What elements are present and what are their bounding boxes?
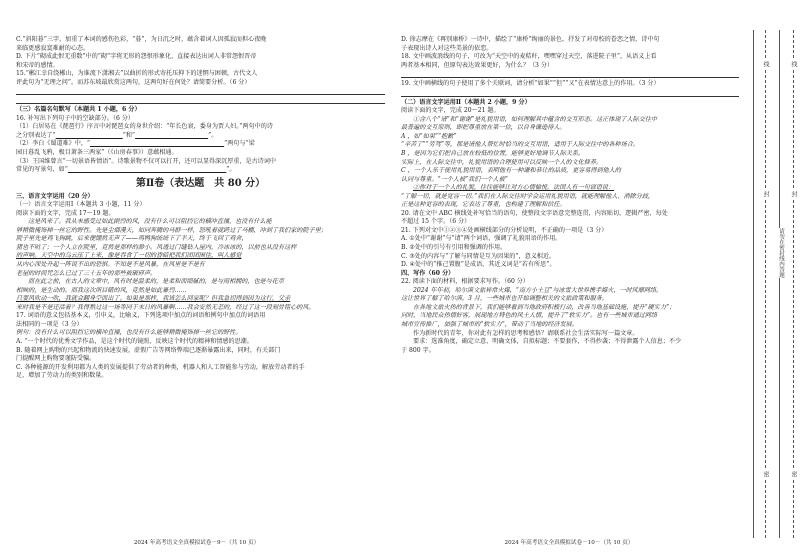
text-line: 于 800 字。 bbox=[401, 346, 435, 354]
section-heading: 三、语言文字运用（20 分） bbox=[16, 192, 94, 200]
writing-requirements: 要求：选准角度，确定立意，明确文体，自拟标题；不要套作，不得抄袭；不得泄露个人信息；不少 bbox=[413, 338, 682, 346]
passage-line: 只要风吹动一吹，我就会翻身空而出了。如果是那样，我该怎么回家呢？但我急切得到因为这行，父亲 bbox=[16, 295, 291, 303]
page-footer: 2024 年高考语文全真模拟试卷－9－（共 10 页） bbox=[133, 540, 260, 546]
seal-line-label: 线 bbox=[790, 61, 797, 67]
option-a[interactable]: A. ①处中“谢谢”与“请”两个词语，强调了礼貌用语的作用。 bbox=[401, 235, 562, 243]
passage-line: 这是风来了。我从未感受过如此剧烈的风，没有什么可以阻挡它的横冲直撞，也没有什么能 bbox=[28, 218, 272, 226]
text-line: 子表现出诗人对这些美景的依恋。 bbox=[401, 44, 493, 52]
material-line: 同时，当地民众热情好客，展现地方特色的风土人情，提升了“软实力”。也有一些城市通过网络 bbox=[401, 312, 658, 320]
option-d[interactable]: D. 徐志摩在《再别康桥》一诗中，描绘了“康桥”绚丽的景色，抒发了对母校的眷恋之情，诗中句 bbox=[401, 36, 660, 43]
answer-line[interactable] bbox=[16, 88, 385, 95]
blank-sep: ”两句与“梁 bbox=[224, 140, 255, 148]
text-line: （3）王国维曾言“一切景语皆情语”。诗歌景物不仅可以打开，还可以显得深沉厚重，是古诗词中 bbox=[16, 157, 276, 165]
passage-line: 最普遍的交互原则，即把尊重放在第一位，以自身谦逊待人。 bbox=[401, 124, 566, 132]
passage-line: ②你对于一个人的礼貌，往往能够让对方心情愉悦。法国人有一句谚语说： bbox=[413, 184, 615, 192]
question-19: 19. 文中画横线的句子使用了多个关联词，请分析“如果”“但”“又”在表情达意上的作用。（3 分） bbox=[401, 80, 660, 88]
text-line: 来临更感寂寞难耐的心态。 bbox=[16, 44, 90, 52]
subsection-heading: （一）语言文字运用Ⅰ（本题共 3 小题，11 分） bbox=[16, 201, 146, 209]
passage-line: 而在此之前，在古人的文章中，风有时是温柔的，是柔和而细腻的，是与雨相拥的，也是与花草 bbox=[28, 278, 284, 286]
passage-line: 老屋的时间咒怎么已过了三十五年的那些被破碎声。 bbox=[16, 269, 157, 277]
question-20: 20. 请在文中 ABC 横线处补写恰当的语句，使整段文字语意完整连贯，内容贴切，逻辑严密，每处 bbox=[401, 209, 668, 217]
blank-end: ”。 bbox=[226, 166, 236, 174]
option-b[interactable]: B. 随着网上购物的兴起和物流的快速发展，虚假广告等网络弊端已逐渐暴露出来，同时，有关部门 bbox=[16, 346, 281, 354]
binding-strip bbox=[745, 0, 800, 553]
question-17: 17. 词语的意义包括基本义，引申义，比喻义，下列选项中加点的词语和例句中加点的词语用 bbox=[16, 312, 266, 320]
blank-field[interactable] bbox=[68, 166, 226, 173]
option-c[interactable]: C. 各种能源的开发利用都为人类的发展提供了劳动者的种类，机器人和人工智能参与劳动，解放劳动者的手 bbox=[16, 363, 305, 371]
blank-field[interactable] bbox=[135, 132, 208, 139]
seal-label: 封 bbox=[790, 191, 797, 197]
option-c[interactable]: C. ③处的内容与“了解与同情是互为因果的”，意义相近。 bbox=[401, 252, 556, 260]
writing-prompt: 作为新时代的青年，你对此有怎样的思考和感悟？请联系社会生活实际写一篇文章。 bbox=[413, 329, 639, 337]
binding-line bbox=[753, 30, 754, 538]
passage-line: “辛苦了”“劳驾”等，都是请他人帮忙时恰当的交互用语，适用于人际交往中的各种场合。 bbox=[401, 141, 639, 149]
text-line: （1）白居易在《琵琶行》序言中对琵琶女的身世介绍：“年长色衰，委身为贾人妇。”两句中的诗 bbox=[16, 123, 273, 131]
section-heading: 四、写作（60 分） bbox=[401, 269, 455, 277]
passage-line: “了解一切，就是宽容一切。”我们在人际交往时学会运用礼貌用语，就能理解他人、消除分歧， bbox=[401, 192, 655, 200]
blank-prompt: 之分别表达了“ bbox=[16, 131, 56, 139]
left-page bbox=[0, 0, 393, 553]
fill-line bbox=[16, 140, 385, 149]
example-sentence: 例句：没有什么可以阻挡它的横冲直撞，也没有什么能够稍微掩饰掉一丝它的野性。 bbox=[16, 329, 242, 337]
material-line: 在各地文旅火热的背景下，我们能够看到当地政府积极行动，改善当地基础设施，提升“硬实力”； bbox=[413, 303, 676, 311]
subsection-heading: （二）语言文字运用Ⅱ（本题共 2 小题，9 分） bbox=[401, 98, 531, 106]
text-line: 足，增加了劳动力的类别和数量。 bbox=[16, 372, 108, 380]
text-line: 两者基本相同，但原句表达效果更好，为什么？（3 分） bbox=[401, 61, 554, 69]
option-a[interactable]: A. “一个时代的优秀文学作品，是这个时代的镜照，反映这个时代的精神和情感的思潮。 bbox=[16, 337, 253, 345]
passage-line: 从内心深处升起一阵说不出的恐惧。不知是不是风暴，在风里是不是有 bbox=[16, 261, 205, 269]
blank-prompt: 常见的写景句，如“ bbox=[16, 166, 68, 174]
material-line: 这让世界了解了哈尔滨。3 月，一些城市也开始调整相关的文旅政策和服务。 bbox=[401, 295, 608, 303]
text-line: 15.“郴江幸自绕郴山，为谁流下潇湘去”以曲折的形式寄托压抑下的迷惘与困顿，古代文人 bbox=[16, 70, 258, 78]
material-line: 2024 年年初，哈尔滨文旅异常火爆，“南方小土豆”与冰雪大世界携手爆火，一时风靡网络。 bbox=[413, 286, 663, 294]
passage-line: 认同与尊重。“一个人被”我们一个人被” bbox=[401, 175, 508, 183]
passage-line: A ，如“如果”“抱歉” bbox=[401, 132, 457, 140]
answer-line[interactable] bbox=[401, 71, 739, 78]
passage-line: 正是这种宽容的表现，它表达了尊重，也构建了理解和信任。 bbox=[401, 201, 566, 209]
passage-line: 实际上，在人际交往中，礼貌用语的合理使用可以反映一个人的文化修养。 bbox=[401, 158, 603, 166]
binding-dashed-line bbox=[765, 30, 766, 538]
binding-warning: 请勿在密封线内答题 bbox=[774, 228, 784, 278]
answer-line[interactable] bbox=[16, 97, 385, 104]
passage-line: 相映的，是生动的。而我这次所目睹的风，竟然是如此暴烈…… bbox=[16, 286, 187, 294]
text-line: 阅读下面的文字，完成 17～19 题。 bbox=[16, 209, 115, 217]
seal-line-label: 线 bbox=[762, 61, 769, 67]
fill-line bbox=[16, 166, 385, 175]
blank-prompt: （2）李白《蜀道难》中，“ bbox=[16, 140, 91, 148]
page-footer: 2024 年高考语文全真模拟试卷－10－（共 10 页） bbox=[504, 540, 634, 546]
text-line: 法相同的一项是（3 分） bbox=[16, 320, 83, 328]
binding-dashed-line bbox=[793, 30, 794, 538]
passage-line: 够稍微掩饰掉一丝它的野性。先是尘烟漫天，如同奔腾的马群一样，怒吼着就跨过了马棚，冲到了我们家的院子里； bbox=[16, 226, 327, 234]
text-line: D. 下片“砌成此恨无重数”中的“砌”字将无形的怨恨形象化，直接表达出词人非常怨恨晋帝 bbox=[16, 53, 257, 61]
dense-label: 密 bbox=[790, 471, 797, 477]
text-line: 评此句为“无理之问”。而苏东坡最欣赏这两句，这两句好在何处？请简要分析。（6 分） bbox=[16, 78, 251, 86]
option-b[interactable]: B. ②处中的引号有引用和强调的作用。 bbox=[401, 244, 507, 252]
question-22: 22. 阅读下面的材料，根据要求写作。（60 分） bbox=[401, 278, 529, 286]
text-line: 门提醒网上购物要谨防受骗。 bbox=[16, 355, 96, 363]
text-line: 和宋帝的感情。 bbox=[16, 61, 59, 69]
material-line: 城市宣传推广，加强了城市的“软实力”，带动了当地的经济发展。 bbox=[401, 320, 578, 328]
text-line: 阅读下面的文字，完成 20～21 题。 bbox=[401, 107, 500, 115]
right-page bbox=[393, 0, 745, 553]
question-18: 18. 文中画波浪线的句子，可改为“天空中的麦秸秆，嘿嘿穿过天空，落进院子里”，从语义上看 bbox=[401, 53, 657, 61]
dense-label: 密 bbox=[762, 471, 769, 477]
passage-line: 的声响。天空中的乌云压了上来，像是吞食了一切的昏暗把我们团团围住，叫人感觉 bbox=[16, 252, 242, 260]
passage-line: C ，一个人乐于使用礼貌用语，表明他有一种谦和恭让的品质，更容易得到他人的 bbox=[401, 167, 621, 175]
text-line: 园日暮乱飞鸦，极目萧条三两家”（《山房春事》）意蕴相通。 bbox=[16, 149, 178, 157]
blank-field[interactable] bbox=[90, 140, 224, 147]
blank-sep: ”和“ bbox=[122, 131, 136, 139]
question-21: 21. 下列对文中①②③④处画横线部分的分析说明，不正确的一项是（3 分） bbox=[401, 226, 608, 234]
seal-label: 封 bbox=[762, 191, 769, 197]
answer-line[interactable] bbox=[401, 90, 739, 97]
passage-line: 院子里先是鸡飞狗跳，后来便绷然无声了——鸡鸭狗统统下了半天，终于飞回了鸡舍， bbox=[16, 235, 248, 243]
text-line: C.“斜阳暮”三字，加重了本词的感伤色彩，“暮”，为日沉之时，蕴含着词人因孤寂而担心夜晚 bbox=[16, 36, 267, 43]
passage-line: 来时我是不是还活着？我得熬过这一场等同于末日的风暴啊……我会安然无恙的，经过了这一段刻骨铭心的风。 bbox=[16, 303, 315, 311]
blank-field[interactable] bbox=[56, 132, 123, 139]
question-16: 16. 补写出下列句子中的空缺部分。（6 分） bbox=[16, 114, 134, 122]
part-title: 第Ⅱ卷（表达题 共 80 分） bbox=[135, 177, 266, 189]
passage-line: B ，是因为它们把自己放在较低的位置，能够更好地调节人际关系。 bbox=[401, 150, 585, 158]
blank-end: ”。 bbox=[208, 131, 218, 139]
section-heading: （三）名篇名句默写（本题共 1 小题，6 分） bbox=[16, 106, 141, 114]
passage-line: ①含八个“请”和“谢谢”是礼貌用语，如何理解其中蕴含的交互形态。这正体现了人际交往中 bbox=[413, 115, 658, 123]
text-line: 不超过 15 个字。（6 分） bbox=[401, 218, 471, 226]
binding-line bbox=[779, 30, 780, 538]
passage-line: 猪也不吭了；一个人立在院里，竟然是那样的渺小。风透过门缝钻入屋内，冷冰冰的，以前也从没有这样 bbox=[16, 243, 297, 251]
option-d[interactable]: D. ④处中的“推己置腹”是成语，其近义词是“若有所思”。 bbox=[401, 261, 556, 269]
